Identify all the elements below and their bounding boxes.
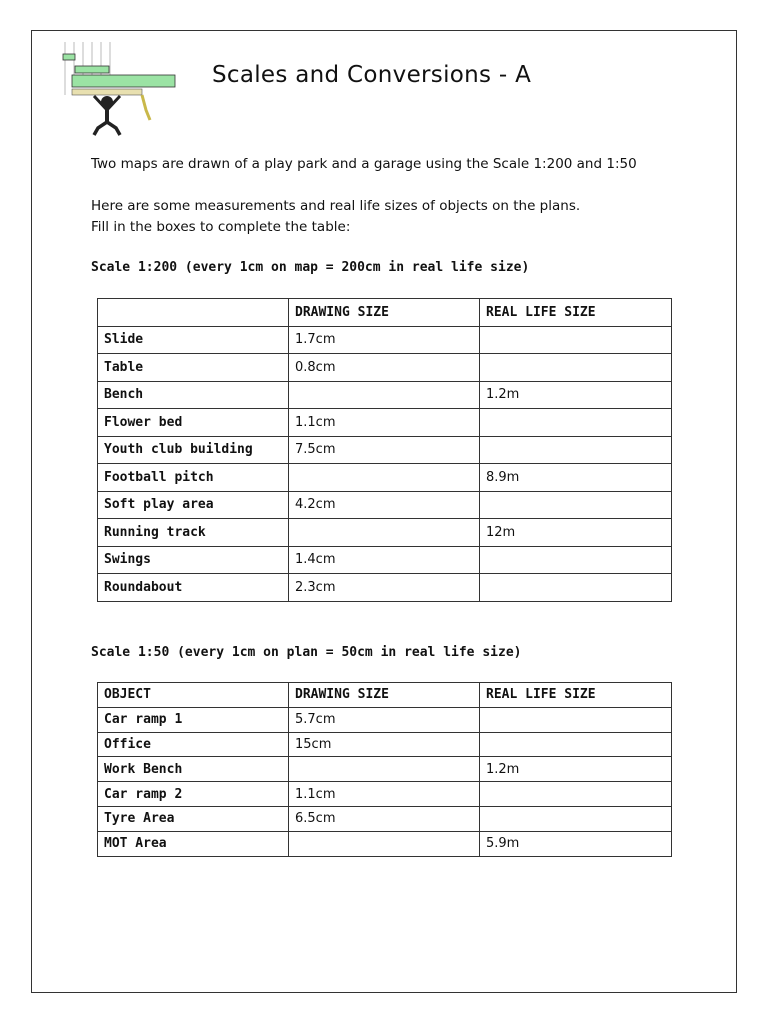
drawing-size-cell: 7.5cm bbox=[289, 436, 480, 464]
object-name-cell: Football pitch bbox=[98, 464, 289, 492]
table-row bbox=[98, 831, 672, 856]
drawing-size-cell: 1.7cm bbox=[289, 326, 480, 354]
object-name-cell: Car ramp 2 bbox=[98, 782, 289, 807]
object-name-cell: Car ramp 1 bbox=[98, 707, 289, 732]
scale-1-200-table bbox=[97, 298, 672, 602]
column-header bbox=[98, 299, 289, 327]
object-name-cell: Roundabout bbox=[98, 574, 289, 602]
drawing-size-cell: 15cm bbox=[289, 732, 480, 757]
object-name-cell: Swings bbox=[98, 546, 289, 574]
drawing-size-cell: 5.7cm bbox=[289, 707, 480, 732]
real-life-size-cell[interactable] bbox=[480, 436, 672, 464]
object-name-cell: MOT Area bbox=[98, 831, 289, 856]
drawing-size-cell: 4.2cm bbox=[289, 491, 480, 519]
real-life-size-cell[interactable] bbox=[480, 491, 672, 519]
object-name-cell: Soft play area bbox=[98, 491, 289, 519]
table-row bbox=[98, 436, 672, 464]
real-life-size-cell: 12m bbox=[480, 519, 672, 547]
table-row bbox=[98, 732, 672, 757]
real-life-size-cell: 5.9m bbox=[480, 831, 672, 856]
drawing-size-cell[interactable] bbox=[289, 519, 480, 547]
scale-1-50-heading: Scale 1:50 (every 1cm on plan = 50cm in real life size) bbox=[91, 645, 522, 660]
table-row bbox=[98, 782, 672, 807]
object-name-cell: Table bbox=[98, 354, 289, 382]
table-row bbox=[98, 491, 672, 519]
drawing-size-cell: 1.1cm bbox=[289, 782, 480, 807]
column-header: REAL LIFE SIZE bbox=[480, 299, 672, 327]
page-title: Scales and Conversions - A bbox=[212, 62, 532, 88]
table-header-row bbox=[98, 299, 672, 327]
table-row bbox=[98, 519, 672, 547]
real-life-size-cell: 1.2m bbox=[480, 381, 672, 409]
real-life-size-cell[interactable] bbox=[480, 806, 672, 831]
real-life-size-cell[interactable] bbox=[480, 707, 672, 732]
drawing-size-cell[interactable] bbox=[289, 464, 480, 492]
real-life-size-cell[interactable] bbox=[480, 546, 672, 574]
real-life-size-cell[interactable] bbox=[480, 354, 672, 382]
intro-line-3: Fill in the boxes to complete the table: bbox=[91, 219, 351, 235]
object-name-cell: Office bbox=[98, 732, 289, 757]
real-life-size-cell[interactable] bbox=[480, 574, 672, 602]
scale-1-50-table bbox=[97, 682, 672, 857]
table-row bbox=[98, 464, 672, 492]
real-life-size-cell[interactable] bbox=[480, 326, 672, 354]
figure-lifting-bars-icon bbox=[60, 40, 180, 140]
object-name-cell: Work Bench bbox=[98, 757, 289, 782]
drawing-size-cell: 0.8cm bbox=[289, 354, 480, 382]
drawing-size-cell: 2.3cm bbox=[289, 574, 480, 602]
drawing-size-cell[interactable] bbox=[289, 757, 480, 782]
column-header: DRAWING SIZE bbox=[289, 683, 480, 708]
table-row bbox=[98, 326, 672, 354]
object-name-cell: Slide bbox=[98, 326, 289, 354]
real-life-size-cell[interactable] bbox=[480, 409, 672, 437]
object-name-cell: Youth club building bbox=[98, 436, 289, 464]
table-row bbox=[98, 757, 672, 782]
intro-line-1: Two maps are drawn of a play park and a garage using the Scale 1:200 and 1:50 bbox=[91, 156, 637, 172]
real-life-size-cell[interactable] bbox=[480, 732, 672, 757]
object-name-cell: Tyre Area bbox=[98, 806, 289, 831]
table-row bbox=[98, 574, 672, 602]
table-row bbox=[98, 707, 672, 732]
table-row bbox=[98, 546, 672, 574]
intro-line-2: Here are some measurements and real life sizes of objects on the plans. bbox=[91, 198, 581, 214]
drawing-size-cell[interactable] bbox=[289, 831, 480, 856]
table-header-row bbox=[98, 683, 672, 708]
column-header: DRAWING SIZE bbox=[289, 299, 480, 327]
drawing-size-cell[interactable] bbox=[289, 381, 480, 409]
object-name-cell: Running track bbox=[98, 519, 289, 547]
real-life-size-cell: 1.2m bbox=[480, 757, 672, 782]
real-life-size-cell: 8.9m bbox=[480, 464, 672, 492]
column-header: REAL LIFE SIZE bbox=[480, 683, 672, 708]
table-row bbox=[98, 354, 672, 382]
object-name-cell: Flower bed bbox=[98, 409, 289, 437]
table-row bbox=[98, 409, 672, 437]
scale-1-200-heading: Scale 1:200 (every 1cm on map = 200cm in real life size) bbox=[91, 260, 530, 275]
drawing-size-cell: 6.5cm bbox=[289, 806, 480, 831]
real-life-size-cell[interactable] bbox=[480, 782, 672, 807]
column-header: OBJECT bbox=[98, 683, 289, 708]
table-row bbox=[98, 381, 672, 409]
drawing-size-cell: 1.4cm bbox=[289, 546, 480, 574]
table-row bbox=[98, 806, 672, 831]
drawing-size-cell: 1.1cm bbox=[289, 409, 480, 437]
object-name-cell: Bench bbox=[98, 381, 289, 409]
